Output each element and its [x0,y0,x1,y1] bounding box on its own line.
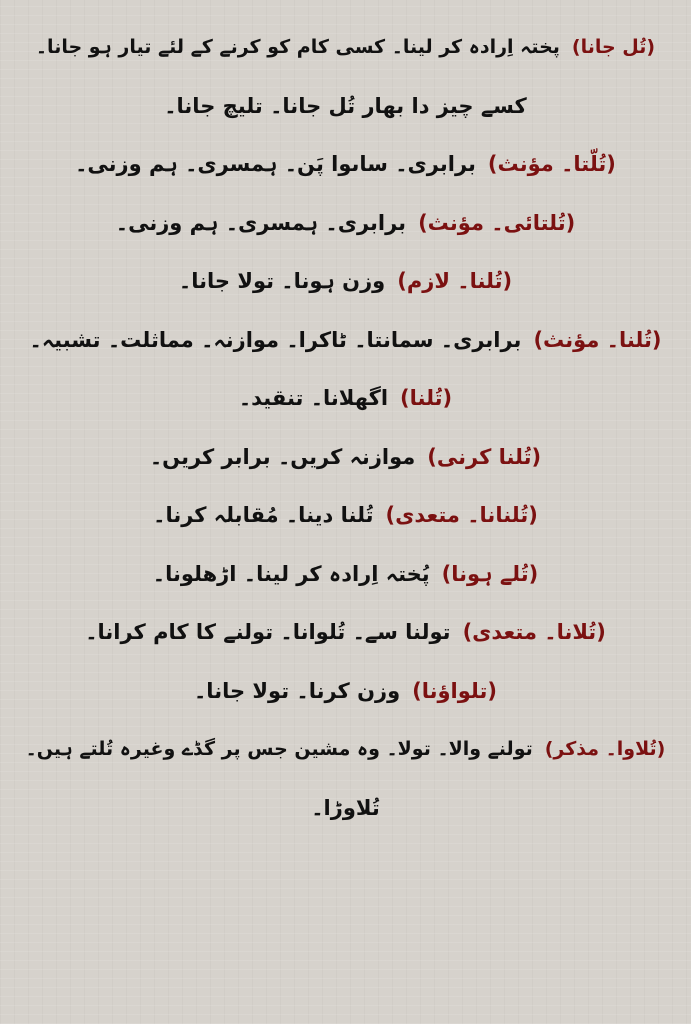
dictionary-entry [24,194,667,253]
dictionary-entry-continuation [24,77,667,136]
definition: برابری۔ ہمسری۔ ہم وزنی۔ [115,210,407,235]
headword: (تُلنا کرنی) [427,444,542,469]
headword: (تُلانا۔ متعدی) [462,620,606,644]
definition: اگھلانا۔ تنقید۔ [238,386,389,410]
definition: پُختہ اِرادہ کر لینا۔ اڑھلونا۔ [152,561,430,586]
headword: (تلواؤنا) [412,678,497,703]
dictionary-entry [24,252,667,311]
headword: (تُلنا۔ مؤنث) [533,327,662,352]
headword: (تُلے ہونا) [441,561,539,586]
definition: تولنا سے۔ تُلوانا۔ تولنے کا کام کرانا۔ [85,620,451,644]
dictionary-entry [24,603,667,662]
definition: تُلنا دینا۔ مُقابلہ کرنا۔ [153,503,374,527]
dictionary-entry [24,18,667,77]
headword: (تُلنا۔ لازم) [397,269,513,293]
dictionary-entry [24,545,667,604]
definition: موازنہ کریں۔ برابر کریں۔ [149,444,416,469]
headword: (تُلنانا۔ متعدی) [385,503,538,527]
headword: (تُلّتا۔ مؤنث) [487,152,616,176]
dictionary-entry [24,369,667,428]
headword: (تُلاوا۔ مذکر) [544,738,666,760]
dictionary-entry-continuation [24,779,667,838]
definition: پختہ اِرادہ کر لینا۔ کسی کام کو کرنے کے لئے تیار ہو جانا۔ [35,36,560,58]
headword: (تُلنا) [400,386,453,410]
dictionary-entry [24,135,667,194]
dictionary-entry [24,662,667,721]
definition: وزن کرنا۔ تولا جانا۔ [194,678,401,703]
definition: وزن ہونا۔ تولا جانا۔ [178,269,386,293]
headword: (تُلتائی۔ مؤنث) [418,210,576,235]
dictionary-entry [24,720,667,779]
dictionary-entry [24,311,667,370]
headword: (تُل جانا) [571,36,656,58]
definition: برابری۔ ساںوا پَن۔ ہمسری۔ ہم وزنی۔ [75,152,476,176]
dictionary-entry [24,428,667,487]
definition: برابری۔ سمانتا۔ ٹاکرا۔ موازنہ۔ مماثلت۔ تشبیہ۔ [29,327,522,352]
entry-list [24,18,667,837]
definition: کسے چیز دا بھار تُل جانا۔ تلیچ جانا۔ [164,93,527,118]
dictionary-entry [24,486,667,545]
definition: تولنے والا۔ تولا۔ وہ مشین جس پر گڈے وغیرہ تُلتے ہیں۔ [25,738,533,760]
definition: تُلاوڑا۔ [311,795,380,820]
